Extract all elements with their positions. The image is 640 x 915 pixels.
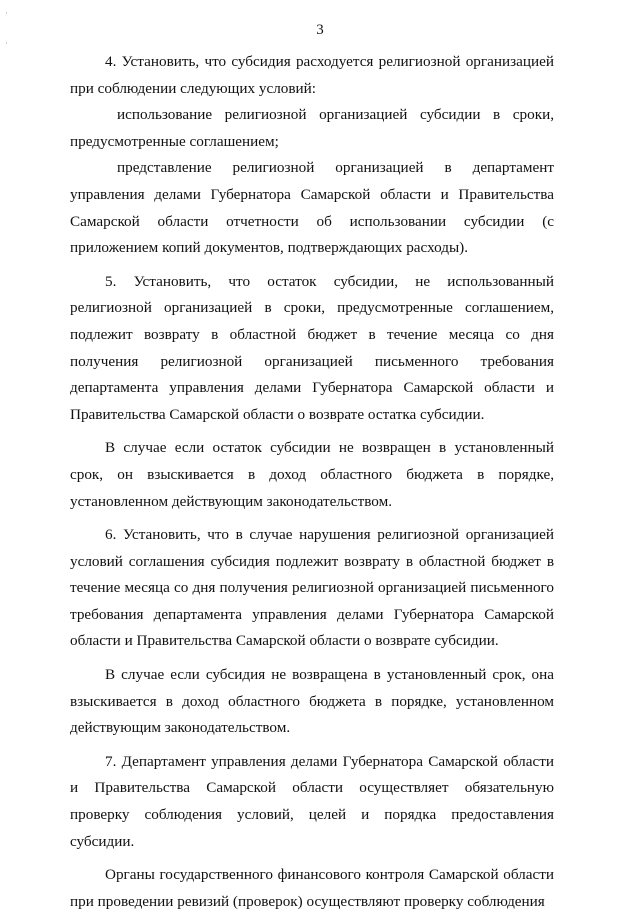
paragraph-condition-2: представление религиозной организацией в департамент управления делами Губернатора Самарской области и Правительства Самарской области отчетности об использовании субсидии (с приложением копий документов, подтверждающих расходы). (70, 159, 554, 257)
document-body (70, 49, 554, 915)
paragraph-financial-control: Органы государственного финансового контроля Самарской области при проведении ревизий (проверок) осуществляют проверку соблюдения (70, 866, 554, 910)
paragraph-clause-7: 7. Департамент управления делами Губернатора Самарской области и Правительства Самарской области осуществляет обязательную проверку соблюдения условий, целей и порядка предоставления субсидии. (70, 752, 554, 850)
page-number: 3 (316, 22, 324, 38)
scan-margin-mark: · (5, 38, 8, 48)
paragraph-clause-6-recovery: В случае если субсидия не возвращена в установленный срок, она взыскивается в доход областного бюджета в порядке, установленном действующим законодательством. (70, 666, 554, 737)
paragraph-clause-4: 4. Установить, что субсидия расходуется религиозной организацией при соблюдении следующих условий: (70, 53, 554, 97)
paragraph-clause-5-recovery: В случае если остаток субсидии не возвращен в установленный срок, он взыскивается в доход областного бюджета в порядке, установленном действующим законодательством. (70, 439, 554, 510)
scan-margin-mark: · (5, 8, 8, 18)
paragraph-clause-6: 6. Установить, что в случае нарушения религиозной организацией условий соглашения субсидия подлежит возврату в областной бюджет в течение месяца со дня получения религиозной организацией письменного требования департамента управления делами Губернатора Самарской области и Правительства Самарской области о возврате субсидии. (70, 526, 554, 650)
paragraph-condition-1: использование религиозной организацией субсидии в сроки, предусмотренные соглашением; (70, 106, 554, 150)
paragraph-clause-5: 5. Установить, что остаток субсидии, не использованный религиозной организацией в сроки, предусмотренные соглашением, подлежит возврату в областной бюджет в течение месяца со дня получения религиозной организацией письменного требования департамента управления делами Губернатора Самарской области и Правительства Самарской области о возврате остатка субсидии. (70, 272, 554, 423)
